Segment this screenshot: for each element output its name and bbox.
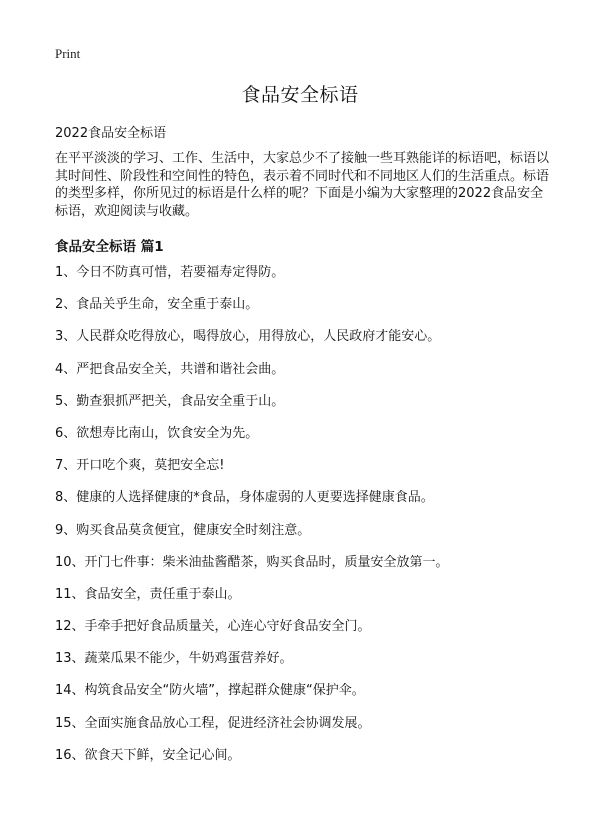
slogan-list [55,264,555,779]
slogan-item: 9、购买食品莫贪便宜，健康安全时刻注意。 [55,522,311,538]
page-title: 食品安全标语 [241,84,359,106]
slogan-item: 2、食品关乎生命，安全重于泰山。 [55,297,259,313]
document-subtitle: 2022食品安全标语 [55,126,167,141]
slogan-item: 14、构筑食品安全“防火墙”，撑起群众健康“保护伞。 [55,683,365,699]
slogan-item: 13、蔬菜瓜果不能少，牛奶鸡蛋营养好。 [55,651,293,667]
slogan-item: 7、开口吃个爽，莫把安全忘! [55,458,225,474]
slogan-item: 8、健康的人选择健康的*食品，身体虚弱的人更要选择健康食品。 [55,490,434,506]
slogan-item: 6、欲想寿比南山，饮食安全为先。 [55,425,259,441]
slogan-item: 12、手牵手把好食品质量关，心连心守好食品安全门。 [55,619,371,635]
slogan-item: 10、开门七件事：柴米油盐酱醋茶，购买食品时，质量安全放第一。 [55,554,449,570]
slogan-item: 5、勤查狠抓严把关，食品安全重于山。 [55,393,285,409]
slogan-item: 11、食品安全，责任重于泰山。 [55,586,241,602]
slogan-item: 16、欲食天下鲜，安全记心间。 [55,747,241,763]
slogan-item: 1、今日不防真可惜，若要福寿定得防。 [55,265,285,280]
slogan-item: 3、人民群众吃得放心，喝得放心，用得放心，人民政府才能安心。 [55,329,441,345]
print-link[interactable]: Print [55,46,81,61]
intro-paragraph: 在平平淡淡的学习、工作、生活中，大家总少不了接触一些耳熟能详的标语吧，标语以其时间性、阶段性和空间性的特色，表示着不同时代和不同地区人们的生活重点。标语的类型多样，你所见过的标语是什么样的呢？下面是小编为大家整理的2022食品安全标语，欢迎阅读与收藏。 [55,151,550,219]
slogan-item: 4、严把食品安全关，共谱和谐社会曲。 [55,361,285,377]
section-heading: 食品安全标语 篇1 [55,239,164,255]
slogan-item: 15、全面实施食品放心工程，促进经济社会协调发展。 [55,715,371,731]
